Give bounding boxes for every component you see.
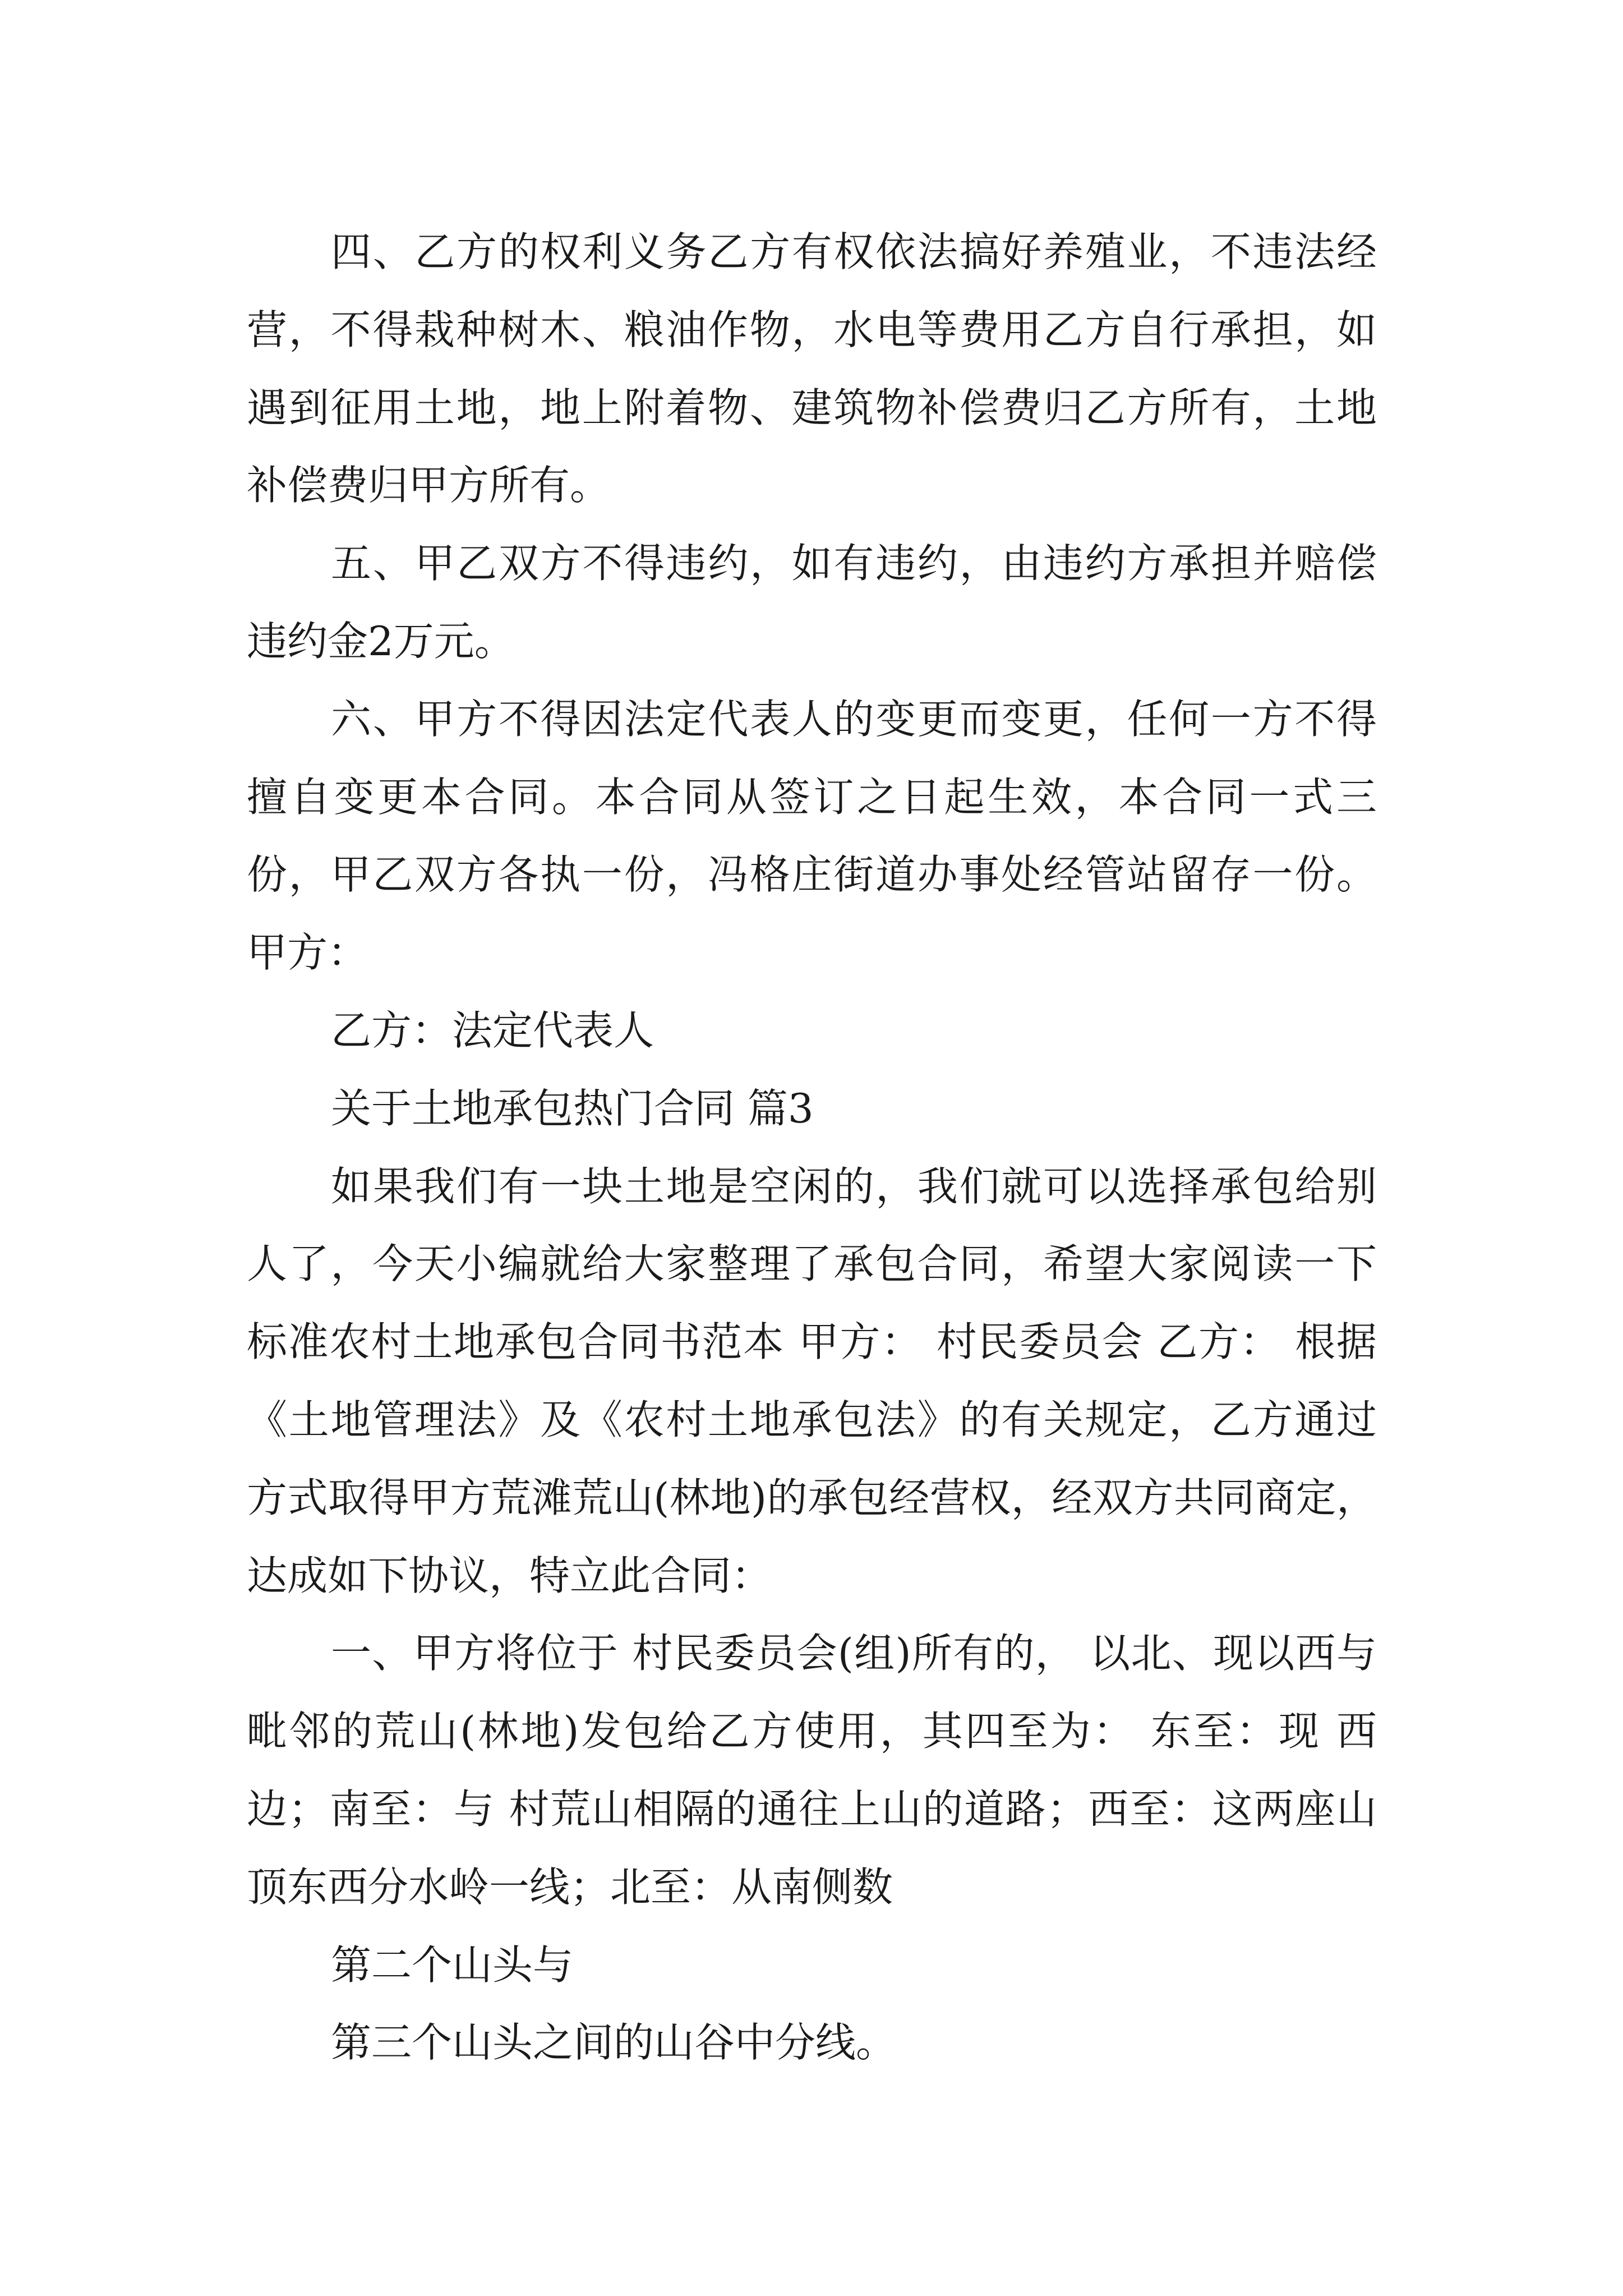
paragraph-amendment: 六、甲方不得因法定代表人的变更而变更，任何一方不得擅自变更本合同。本合同从签订之日起生效，本合同一式三份，甲乙双方各执一份，冯格庄街道办事处经管站留存一份。甲方：	[247, 695, 1377, 977]
paragraph-second-hill: 第二个山头与	[331, 1941, 574, 1989]
paragraph-party-b-signature: 乙方：法定代表人	[331, 1006, 654, 1054]
paragraph-breach: 五、甲乙双方不得违约，如有违约，由违约方承担并赔偿违约金2万元。	[247, 540, 1377, 665]
paragraph-intro: 如果我们有一块土地是空闲的，我们就可以选择承包给别人了，今天小编就给大家整理了承包合同，希望大家阅读一下 标准农村土地承包合同书范本 甲方： 村民委员会 乙方： 根据《土地管理法》及《农村土地承包法》的有关规定，乙方通过 方式取得甲方荒滩荒山(林地)的承包经营权，经双方共同商定，达成如下协议，特立此合同：	[247, 1162, 1377, 1599]
paragraph-third-hill: 第三个山头之间的山谷中分线。	[331, 2019, 897, 2067]
paragraph-rights-obligations: 四、乙方的权利义务乙方有权依法搞好养殖业，不违法经营，不得栽种树木、粮油作物，水电等费用乙方自行承担，如遇到征用土地，地上附着物、建筑物补偿费归乙方所有，土地补偿费归甲方所有。	[247, 228, 1377, 509]
paragraph-clause-one: 一、甲方将位于 村民委员会(组)所有的， 以北、现以西与 毗邻的荒山(林地)发包给乙方使用，其四至为： 东至：现 西边；南至：与 村荒山相隔的通往上山的道路；西至：这两座山顶东西分水岭一线；北至：从南侧数	[247, 1630, 1377, 1911]
document-body	[247, 213, 1377, 2082]
section-heading: 关于土地承包热门合同 篇3	[331, 1084, 814, 1132]
